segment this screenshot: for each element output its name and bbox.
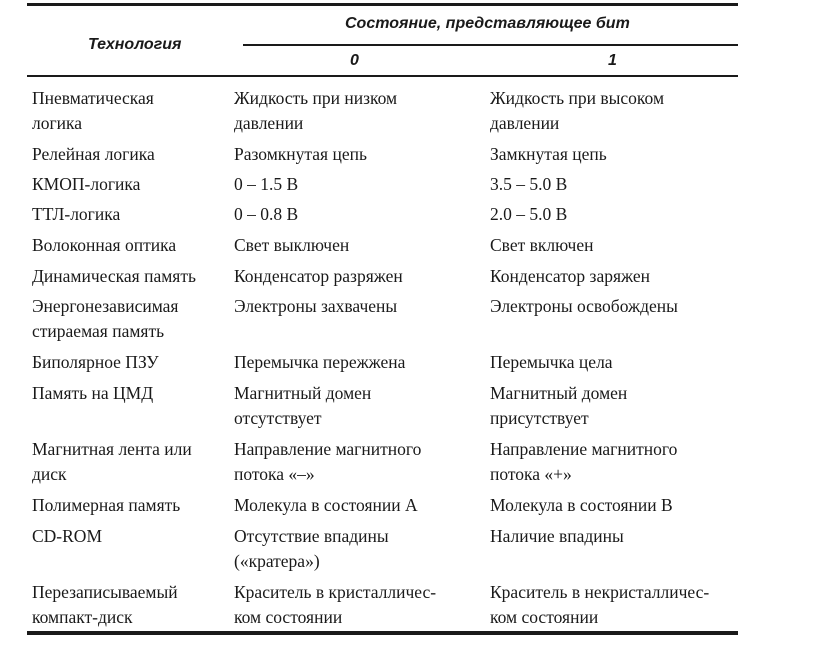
cell-technology: Волоконная оптика <box>32 235 177 255</box>
cell-technology: Перезаписываемый компакт-диск <box>32 582 178 627</box>
cell-state-one: Направление магнитного потока «+» <box>490 439 678 484</box>
cell-state-zero: Электроны захвачены <box>234 296 398 316</box>
cell-technology: Память на ЦМД <box>32 383 154 403</box>
cell-technology: CD-ROM <box>32 526 103 546</box>
cell-state-one: 2.0 – 5.0 В <box>490 204 568 224</box>
cell-state-zero: Магнитный домен отсутствует <box>234 383 372 428</box>
column-header-technology: Технология <box>88 36 182 53</box>
column-header-zero: 0 <box>350 52 359 69</box>
column-header-state: Состояние, представляющее бит <box>345 15 630 32</box>
cell-state-one: Замкнутая цепь <box>490 144 607 164</box>
cell-state-one: 3.5 – 5.0 В <box>490 174 568 194</box>
header-bottom-rule <box>27 75 738 77</box>
cell-state-one: Жидкость при высоком давлении <box>490 88 665 133</box>
cell-state-zero: Свет выключен <box>234 235 350 255</box>
cell-technology: Магнитная лента или диск <box>32 439 192 484</box>
cell-technology: Динамическая память <box>32 266 196 286</box>
cell-state-one: Наличие впадины <box>490 526 624 546</box>
cell-state-one: Электроны освобождены <box>490 296 678 316</box>
cell-state-zero: Отсутствие впадины («кратера») <box>234 526 389 571</box>
column-header-one: 1 <box>608 52 617 69</box>
cell-state-one: Краситель в некристалличес- ком состоянии <box>490 582 710 627</box>
cell-state-zero: Перемычка пережжена <box>234 352 406 372</box>
cell-technology: КМОП-логика <box>32 174 141 194</box>
table-bottom-rule <box>27 631 738 635</box>
cell-technology: ТТЛ-логика <box>32 204 121 224</box>
cell-state-zero: Краситель в кристалличес- ком состоянии <box>234 582 437 627</box>
cell-state-one: Конденсатор заряжен <box>490 266 651 286</box>
cell-state-zero: Разомкнутая цепь <box>234 144 367 164</box>
cell-technology: Пневматическая логика <box>32 88 154 133</box>
cell-state-zero: 0 – 0.8 В <box>234 204 299 224</box>
table-top-rule <box>27 3 738 6</box>
cell-state-one: Магнитный домен присутствует <box>490 383 628 428</box>
cell-state-one: Перемычка цела <box>490 352 613 372</box>
cell-state-zero: Молекула в состоянии А <box>234 495 418 515</box>
cell-technology: Биполярное ПЗУ <box>32 352 159 372</box>
cell-state-zero: 0 – 1.5 В <box>234 174 299 194</box>
cell-technology: Полимерная память <box>32 495 181 515</box>
cell-state-zero: Направление магнитного потока «–» <box>234 439 422 484</box>
cell-state-zero: Жидкость при низком давлении <box>234 88 398 133</box>
cell-technology: Энергонезависимая стираемая память <box>32 296 179 341</box>
cell-technology: Релейная логика <box>32 144 155 164</box>
cell-state-zero: Конденсатор разряжен <box>234 266 403 286</box>
state-header-rule <box>243 44 738 46</box>
cell-state-one: Свет включен <box>490 235 594 255</box>
cell-state-one: Молекула в состоянии В <box>490 495 673 515</box>
